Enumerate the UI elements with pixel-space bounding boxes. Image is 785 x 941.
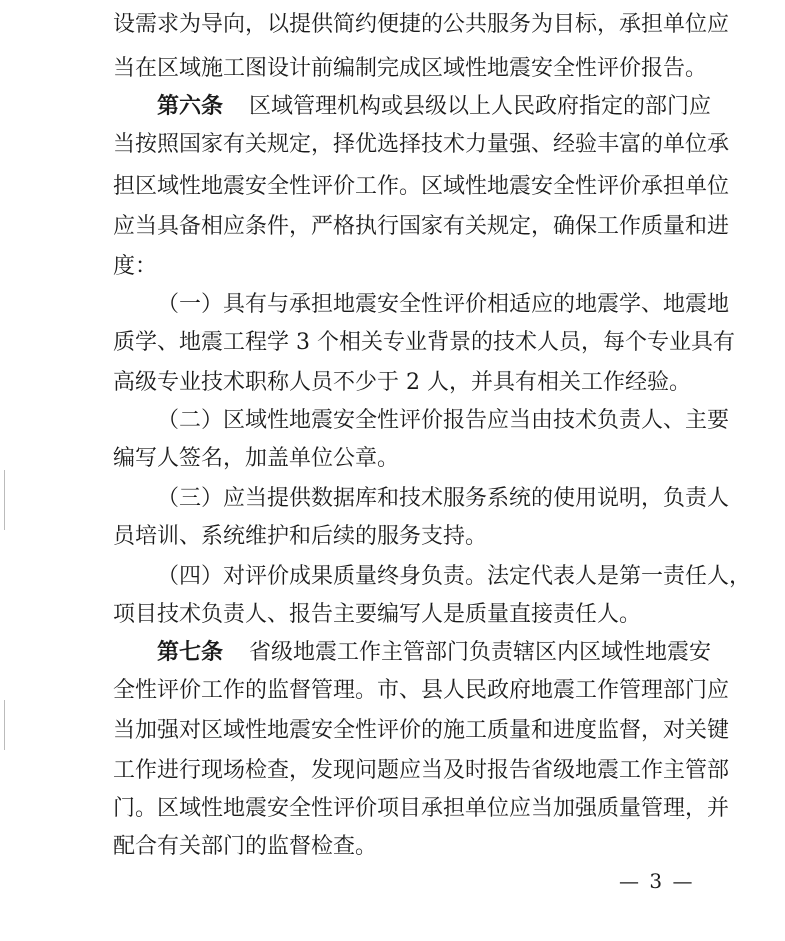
text-line: 高级专业技术职称人员不少于 2 人，并具有相关工作经验。 [113, 370, 691, 395]
text-line: 员培训、系统维护和后续的服务支持。 [113, 524, 488, 549]
text-line: 担区域性地震安全性评价工作。区域性地震安全性评价承担单位 [113, 174, 730, 199]
article-6-first-line [157, 90, 712, 124]
text-line: （四）对评价成果质量终身负责。法定代表人是第一责任人， [157, 564, 752, 589]
text-line: 当按照国家有关规定，择优选择技术力量强、经验丰富的单位承 [113, 132, 730, 157]
text-line: （三）应当提供数据库和技术服务系统的使用说明，负责人 [157, 486, 730, 511]
page-number: — 3 — [619, 869, 695, 893]
text-run: 区域管理机构或县级以上人民政府指定的部门应 [249, 94, 712, 119]
article-7-label: 第七条 [157, 640, 224, 665]
text-line: 门。区域性地震安全性评价项目承担单位应当加强质量管理，并 [113, 796, 730, 821]
binding-mark [4, 700, 5, 750]
text-run: 省级地震工作主管部门负责辖区内区域性地震安 [249, 640, 712, 665]
text-line: （二）区域性地震安全性评价报告应当由技术负责人、主要 [157, 408, 730, 433]
text-line: 编写人签名，加盖单位公章。 [113, 446, 400, 471]
binding-mark [4, 470, 5, 530]
text-line: 度： [113, 254, 158, 279]
text-line: 质学、地震工程学 3 个相关专业背景的技术人员，每个专业具有 [113, 330, 735, 355]
text-line: （一）具有与承担地震安全性评价相适应的地震学、地震地 [157, 292, 730, 317]
text-line: 工作进行现场检查，发现问题应当及时报告省级地震工作主管部 [113, 758, 730, 783]
text-line: 配合有关部门的监督检查。 [113, 834, 378, 859]
text-line: 应当具备相应条件，严格执行国家有关规定，确保工作质量和进 [113, 214, 730, 239]
article-6-label: 第六条 [157, 94, 224, 119]
text-line: 当加强对区域性地震安全性评价的施工质量和进度监督，对关键 [113, 718, 730, 743]
text-line: 设需求为导向，以提供简约便捷的公共服务为目标，承担单位应 [113, 12, 730, 37]
text-line: 全性评价工作的监督管理。市、县人民政府地震工作管理部门应 [113, 678, 730, 703]
text-line: 当在区域施工图设计前编制完成区域性地震安全性评价报告。 [113, 56, 708, 81]
article-7-first-line [157, 636, 712, 670]
text-line: 项目技术负责人、报告主要编写人是质量直接责任人。 [113, 602, 642, 627]
